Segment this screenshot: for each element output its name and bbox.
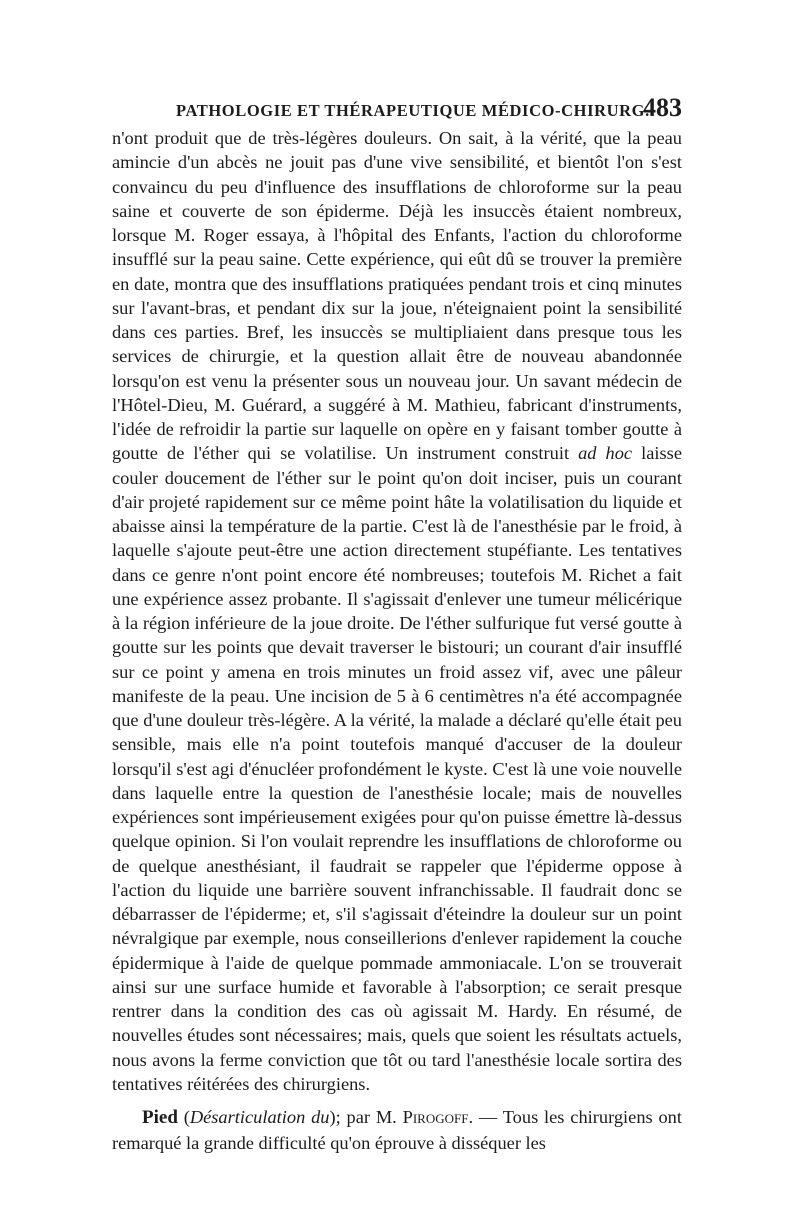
section-text: Tous les chirurgiens ont remarqué la grande difficulté qu'on éprouve à disséquer les	[112, 1107, 682, 1153]
paragraph-text-2: laisse couler doucement de l'éther sur le point qu'on doit inciser, puis un courant d'air projeté rapidement sur ce même point hâte la volatilisation du liquide et abaisse ainsi la température de la partie. C'est là de l'anesthésie par le froid, à laquelle s'ajoute peut-être une action directement stupéfiante. Les tentatives dans ce genre n'ont point encore été nombreuses; toutefois M. Richet a fait une expérience assez probante. Il s'agissait d'enlever une tumeur mélicérique à la région inférieure de la joue droite. De l'éther sulfurique fut versé goutte à goutte sur les points que devait traverser le bistouri; un courant d'air insufflé sur ce point y amena en trois minutes un froid assez vif, avec une pâleur manifeste de la peau. Une incision de 5 à 6 centimètres n'a été accompagnée que d'une douleur très-légère. A la vérité, la malade a déclaré qu'elle était peu sensible, mais elle n'a point toutefois manqué d'accuser de la douleur lorsqu'il s'est agi d'énucléer profondément le kyste. C'est là une voie nouvelle dans laquelle entre la question de l'anesthésie locale; mais de nouvelles expériences sont impérieusement exigées pour qu'on puisse émettre là-dessus quelque opinion. Si l'on voulait reprendre les insufflations de chloroforme ou de quelque anesthésiant, il faudrait se rappeler que l'épiderme oppose à l'action du liquide une barrière souvent infranchissable. Il faudrait donc se débarrasser de l'épiderme; et, s'il s'agissait d'éteindre la douleur sur un point névralgique par exemple, nous conseillerions d'enlever rapidement la couche épidermique à l'aide de quelque pommade ammoniacale. L'on se trouverait ainsi sur une surface humide et favorable à l'absorption; ce serait presque rentrer dans la condition des cas où agissait M. Hardy. En résumé, de nouvelles études sont nécessaires; mais, quels que soient les résultats actuels, nous avons la ferme conviction que tôt ou tard l'anesthésie locale sortira des tentatives réitérées des chirurgiens.	[112, 443, 682, 1094]
section-heading: Pied	[142, 1107, 178, 1128]
subject-open-paren: (	[183, 1107, 190, 1127]
section-subject: Désarticulation du	[189, 1107, 330, 1127]
section-pied	[112, 1105, 682, 1155]
italic-phrase: ad hoc	[578, 443, 633, 464]
author-prefix: par M.	[346, 1107, 397, 1127]
section-author: Pirogoff.	[402, 1107, 474, 1127]
subject-close-paren: );	[329, 1107, 341, 1127]
page-number: 483	[643, 93, 682, 122]
section-dash: —	[478, 1107, 498, 1127]
running-head	[112, 93, 682, 127]
paragraph-text-1: n'ont produit que de très-légères douleurs. On sait, à la vérité, que la peau amincie d'un abcès ne jouit pas d'une vive sensibilité, et bientôt l'on s'est convaincu du peu d'influence des insufflations de chloroforme sur la peau saine et couverte de son épiderme. Déjà les insuccès étaient nombreux, lorsque M. Roger essaya, à l'hôpital des Enfants, l'action du chloroforme insufflé sur la peau saine. Cette expérience, qui eût dû se trouver la première en date, montra que des insufflations pratiquées pendant trois et cinq minutes sur l'avant-bras, et pendant dix sur la joue, n'éteignaient point la sensibilité dans ces parties. Bref, les insuccès se multipliaient dans presque tous les services de chirurgie, et la question allait être de nouveau abandonnée lorsqu'on est venu la présenter sous un nouveau jour. Un savant médecin de l'Hôtel-Dieu, M. Guérard, a suggéré à M. Mathieu, fabricant d'instruments, l'idée de refroidir la partie sur laquelle on opère en y faisant tomber goutte à goutte de l'éther qui se volatilise. Un instrument construit	[112, 128, 682, 464]
running-title: PATHOLOGIE ET THÉRAPEUTIQUE MÉDICO-CHIRURG.	[176, 101, 650, 120]
body-paragraph	[112, 126, 682, 1096]
